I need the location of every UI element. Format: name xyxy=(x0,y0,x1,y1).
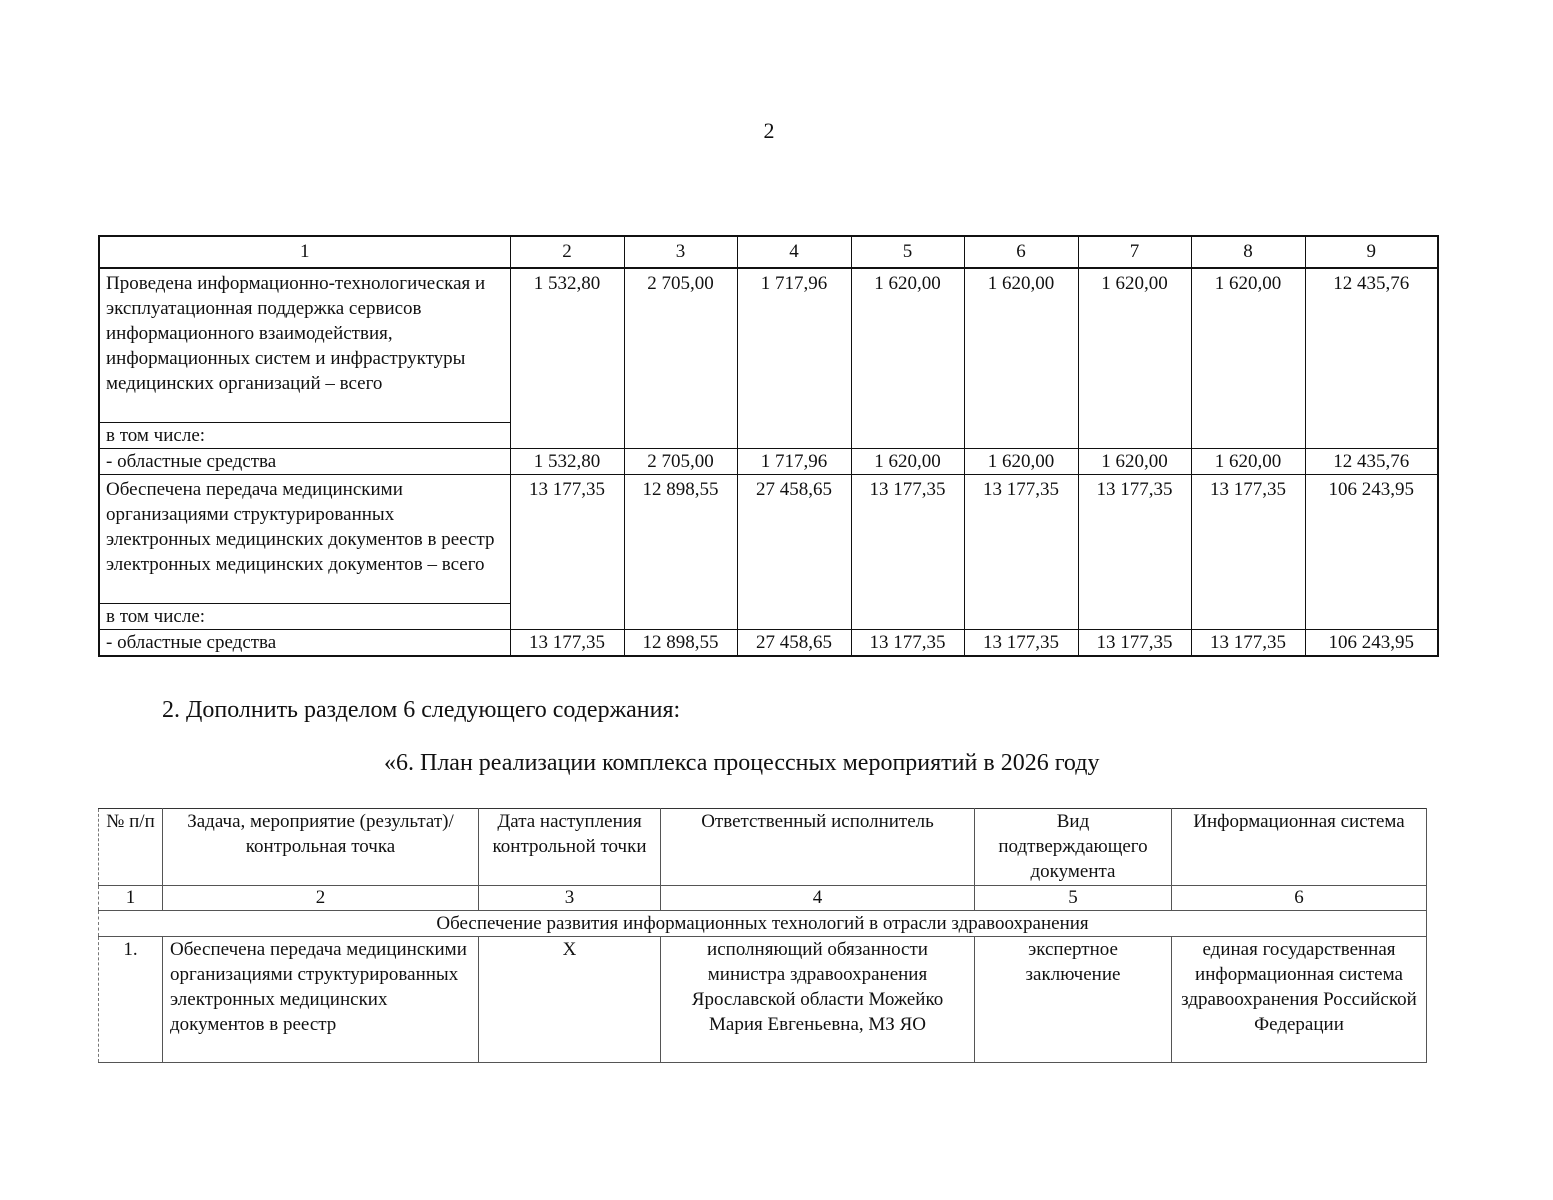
table-row xyxy=(99,449,1438,475)
column-number: 6 xyxy=(1172,886,1427,911)
value-cell: 1 620,00 xyxy=(1191,449,1305,475)
finance-table xyxy=(98,235,1439,657)
table-row xyxy=(99,475,1438,604)
column-number: 4 xyxy=(661,886,975,911)
value-cell: 2 705,00 xyxy=(624,268,737,449)
value-cell: 1 620,00 xyxy=(964,449,1078,475)
value-cell: 1 620,00 xyxy=(1078,449,1191,475)
executor-cell: исполняющий обязанности министра здравоохранения Ярославской области Можейко Мария Евгеньевна, МЗ ЯО xyxy=(661,937,975,1063)
amendment-paragraph: 2. Дополнить разделом 6 следующего содержания: xyxy=(162,697,681,723)
value-cell: 13 177,35 xyxy=(510,630,624,657)
column-number: 8 xyxy=(1191,236,1305,268)
value-cell: 1 717,96 xyxy=(737,449,851,475)
document-cell: экспертное заключение xyxy=(975,937,1172,1063)
table-row xyxy=(99,937,1427,1063)
section-heading: «6. План реализации комплекса процессных мероприятий в 2026 году xyxy=(384,750,1100,776)
value-cell: 13 177,35 xyxy=(851,630,964,657)
column-number: 1 xyxy=(99,886,163,911)
header-cell: Дата наступления контрольной точки xyxy=(479,809,661,886)
column-number: 2 xyxy=(163,886,479,911)
table-header-row xyxy=(99,809,1427,886)
column-number: 7 xyxy=(1078,236,1191,268)
column-number: 3 xyxy=(624,236,737,268)
column-number: 1 xyxy=(99,236,510,268)
fund-label: - областные средства xyxy=(99,630,510,657)
column-number: 5 xyxy=(851,236,964,268)
system-cell: единая государственная информационная система здравоохранения Российской Федерации xyxy=(1172,937,1427,1063)
subtotal-label: в том числе: xyxy=(99,604,510,630)
header-cell: Задача, мероприятие (результат)/ контрольная точка xyxy=(163,809,479,886)
header-cell: Ответственный исполнитель xyxy=(661,809,975,886)
header-cell: Информационная система xyxy=(1172,809,1427,886)
table-header-row xyxy=(99,236,1438,268)
task-cell: Обеспечена передача медицинскими организациями структурированных электронных медицинских документов в реестр xyxy=(163,937,479,1063)
value-cell: 1 620,00 xyxy=(851,268,964,449)
page-number: 2 xyxy=(763,118,775,143)
fund-label: - областные средства xyxy=(99,449,510,475)
header-cell: Вид подтверждающего документа xyxy=(975,809,1172,886)
column-number: 2 xyxy=(510,236,624,268)
value-cell: 13 177,35 xyxy=(851,475,964,630)
value-cell: 13 177,35 xyxy=(1078,475,1191,630)
value-cell: 12 435,76 xyxy=(1305,268,1438,449)
value-cell: 13 177,35 xyxy=(1191,475,1305,630)
value-cell: 1 620,00 xyxy=(851,449,964,475)
subtotal-label: в том числе: xyxy=(99,423,510,449)
plan-table xyxy=(98,808,1427,1063)
header-cell: № п/п xyxy=(99,809,163,886)
value-cell: 13 177,35 xyxy=(510,475,624,630)
value-cell: 13 177,35 xyxy=(1078,630,1191,657)
column-number: 3 xyxy=(479,886,661,911)
value-cell: 1 532,80 xyxy=(510,268,624,449)
column-number: 5 xyxy=(975,886,1172,911)
value-cell: 13 177,35 xyxy=(964,475,1078,630)
date-cell: Х xyxy=(479,937,661,1063)
value-cell: 13 177,35 xyxy=(1191,630,1305,657)
value-cell: 12 898,55 xyxy=(624,475,737,630)
section-row xyxy=(99,911,1427,937)
value-cell: 12 435,76 xyxy=(1305,449,1438,475)
section-title: Обеспечение развития информационных технологий в отрасли здравоохранения xyxy=(99,911,1427,937)
column-number: 4 xyxy=(737,236,851,268)
value-cell: 1 717,96 xyxy=(737,268,851,449)
row-label: Проведена информационно-технологическая и эксплуатационная поддержка сервисов информационного взаимодействия, информационных систем и инфраструктуры медицинских организаций – всего xyxy=(99,268,510,423)
column-numbers-row xyxy=(99,886,1427,911)
value-cell: 1 532,80 xyxy=(510,449,624,475)
value-cell: 2 705,00 xyxy=(624,449,737,475)
value-cell: 1 620,00 xyxy=(1078,268,1191,449)
row-label: Обеспечена передача медицинскими организациями структурированных электронных медицинских документов в реестр электронных медицинских документов – всего xyxy=(99,475,510,604)
row-number: 1. xyxy=(99,937,163,1063)
column-number: 9 xyxy=(1305,236,1438,268)
value-cell: 12 898,55 xyxy=(624,630,737,657)
value-cell: 27 458,65 xyxy=(737,475,851,630)
value-cell: 13 177,35 xyxy=(964,630,1078,657)
value-cell: 1 620,00 xyxy=(1191,268,1305,449)
table-row xyxy=(99,268,1438,423)
value-cell: 106 243,95 xyxy=(1305,475,1438,630)
value-cell: 106 243,95 xyxy=(1305,630,1438,657)
column-number: 6 xyxy=(964,236,1078,268)
value-cell: 1 620,00 xyxy=(964,268,1078,449)
table-row xyxy=(99,630,1438,657)
value-cell: 27 458,65 xyxy=(737,630,851,657)
